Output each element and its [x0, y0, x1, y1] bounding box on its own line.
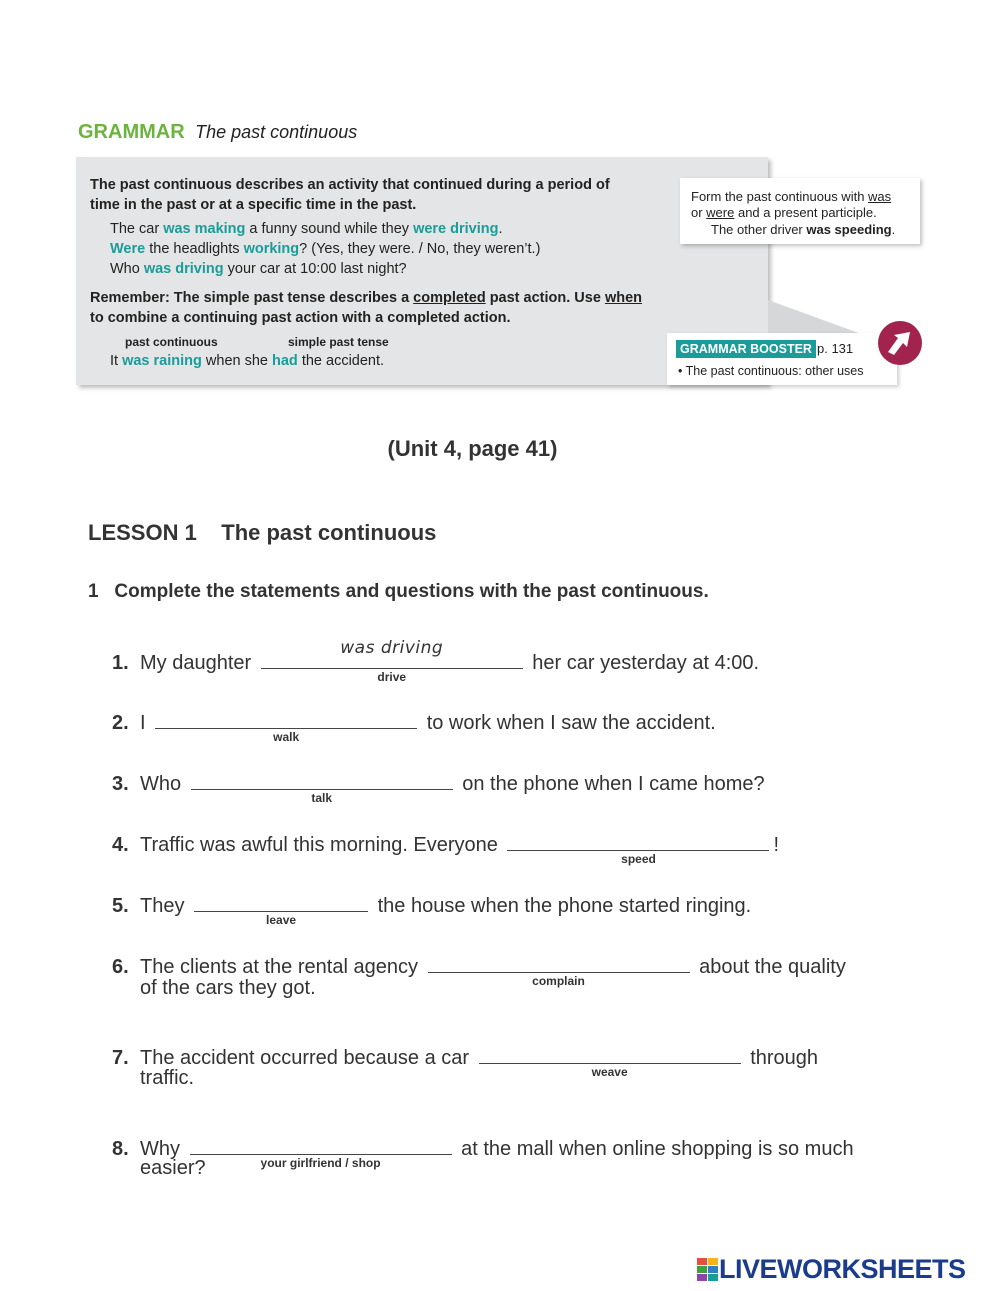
remember-underline: completed — [413, 290, 486, 306]
note-line-2 — [691, 205, 877, 220]
highlight: was driving — [143, 261, 224, 277]
verb-hint: complain — [532, 974, 585, 988]
verb-hint: weave — [591, 1065, 628, 1079]
example-2 — [110, 241, 540, 257]
item-text-after: at the mall when online shopping is so much — [461, 1138, 854, 1160]
note-text: and a present participle. — [734, 205, 877, 220]
grammar-booster[interactable] — [667, 333, 897, 385]
highlight: was making — [163, 221, 246, 237]
item-text-after: to work when I saw the accident. — [426, 712, 716, 734]
item-number: 2. — [112, 712, 129, 734]
answer-blank[interactable] — [190, 1128, 452, 1170]
grammar-label: GRAMMAR — [78, 121, 185, 143]
verb-hint: your girlfriend / shop — [260, 1156, 381, 1170]
label-simple-past: simple past tense — [288, 335, 389, 349]
booster-page: p. 131 — [817, 341, 854, 356]
unit-reference: (Unit 4, page 41) — [387, 436, 558, 461]
note-text: The other driver — [711, 222, 807, 237]
exercise-item-4 — [112, 824, 780, 866]
answer-blank[interactable] — [191, 763, 453, 805]
highlight: working — [243, 241, 300, 257]
note-underline: was — [868, 189, 892, 204]
example-text: the accident. — [297, 353, 385, 369]
item-number: 8. — [112, 1138, 129, 1160]
intro-line-2: time in the past or at a specific time in the past. — [90, 197, 417, 213]
note-line-1 — [691, 189, 891, 204]
example-text: The car — [110, 221, 164, 237]
grammar-topic: The past continuous — [195, 122, 358, 142]
note-text: or — [691, 205, 707, 220]
item-text-continued: of the cars they got. — [140, 977, 316, 999]
note-underline: were — [706, 205, 735, 220]
exercise-item-7 — [112, 1037, 819, 1089]
item-number: 1. — [112, 652, 129, 674]
item-text-continued: traffic. — [140, 1067, 195, 1089]
example-text: Who — [110, 261, 144, 277]
example-text: . — [498, 221, 503, 237]
item-text-after: about the quality — [699, 956, 846, 978]
highlight: were driving — [413, 221, 499, 237]
remember-text: past action. Use — [485, 290, 605, 306]
answer-blank[interactable] — [261, 638, 523, 684]
item-number: 5. — [112, 895, 129, 917]
item-text-after: on the phone when I came home? — [462, 773, 765, 795]
example-3 — [110, 261, 407, 277]
grammar-box — [76, 157, 768, 385]
item-text-before: Traffic was awful this morning. Everyone — [140, 834, 498, 856]
verb-hint: leave — [266, 913, 297, 927]
exercise-item-6 — [112, 946, 846, 999]
answer-blank[interactable] — [155, 702, 417, 744]
item-text-before: My daughter — [140, 652, 252, 674]
highlight: was raining — [122, 353, 202, 369]
example-4 — [110, 353, 384, 369]
answer-blank[interactable] — [428, 946, 690, 988]
verb-hint: walk — [273, 730, 300, 744]
item-text-before: They — [140, 895, 185, 917]
exercise-item-2 — [112, 702, 716, 744]
item-text-continued: easier? — [140, 1157, 206, 1179]
example-text: your car at 10:00 last night? — [223, 261, 407, 277]
answer-blank[interactable] — [507, 824, 769, 866]
example-text: ? (Yes, they were. / No, they weren’t.) — [299, 241, 541, 257]
item-text-before: The accident occurred because a car — [140, 1047, 470, 1069]
note-bold: was speeding — [806, 222, 892, 237]
note-text: . — [891, 222, 896, 237]
example-text: It — [110, 353, 123, 369]
intro-line-1: The past continuous describes an activity that continued during a period of — [90, 177, 610, 193]
verb-hint: talk — [311, 791, 333, 805]
liveworksheets-logo[interactable] — [697, 1254, 966, 1285]
item-text-after: the house when the phone started ringing. — [377, 895, 752, 917]
item-number: 4. — [112, 834, 129, 856]
example-text: the headlights — [145, 241, 244, 257]
item-number: 7. — [112, 1047, 129, 1069]
brand-name: LIVEWORKSHEETS — [719, 1254, 966, 1284]
verb-hint: drive — [377, 670, 407, 684]
booster-bullet: • The past continuous: other uses — [678, 364, 864, 378]
item-text-after: her car yesterday at 4:00. — [532, 652, 760, 674]
remember-underline: when — [604, 290, 642, 306]
exercise-item-1 — [112, 638, 760, 684]
example-text: a funny sound while they — [245, 221, 414, 237]
exercise-item-5 — [112, 885, 752, 927]
highlight: Were — [110, 241, 146, 257]
item-text-before: I — [140, 712, 146, 734]
item-text-before: Who — [140, 773, 182, 795]
answer-blank[interactable] — [194, 885, 368, 927]
remember-line-1 — [90, 290, 642, 306]
logo-blocks-icon — [697, 1256, 719, 1284]
booster-arrow-icon[interactable] — [876, 319, 924, 367]
answer-text: was driving — [340, 638, 444, 658]
verb-hint: speed — [621, 852, 656, 866]
item-text-before: The clients at the rental agency — [140, 956, 418, 978]
exercise-item-8 — [112, 1128, 854, 1179]
item-text-after: through — [750, 1047, 819, 1069]
item-text-before: Why — [140, 1138, 180, 1160]
answer-blank[interactable] — [479, 1037, 741, 1079]
exercise-item-3 — [112, 763, 765, 805]
booster-tag: GRAMMAR BOOSTER — [676, 340, 816, 358]
grammar-title — [78, 121, 357, 144]
label-past-continuous: past continuous — [125, 335, 218, 349]
note-box — [680, 178, 920, 244]
remember-line-2: to combine a continuing past action with a completed action. — [90, 310, 511, 326]
remember-text: Remember: The simple past tense describes a — [90, 290, 414, 306]
item-number: 3. — [112, 773, 129, 795]
note-line-3 — [711, 222, 895, 237]
highlight: had — [272, 353, 298, 369]
example-text: when she — [201, 353, 273, 369]
note-text: Form the past continuous with — [691, 189, 869, 204]
example-1 — [110, 221, 503, 237]
lesson-title: LESSON 1 The past continuous — [88, 520, 437, 545]
item-text-after: ! — [773, 834, 780, 856]
item-number: 6. — [112, 956, 129, 978]
exercise-instruction: 1 Complete the statements and questions with the past continuous. — [88, 581, 709, 602]
